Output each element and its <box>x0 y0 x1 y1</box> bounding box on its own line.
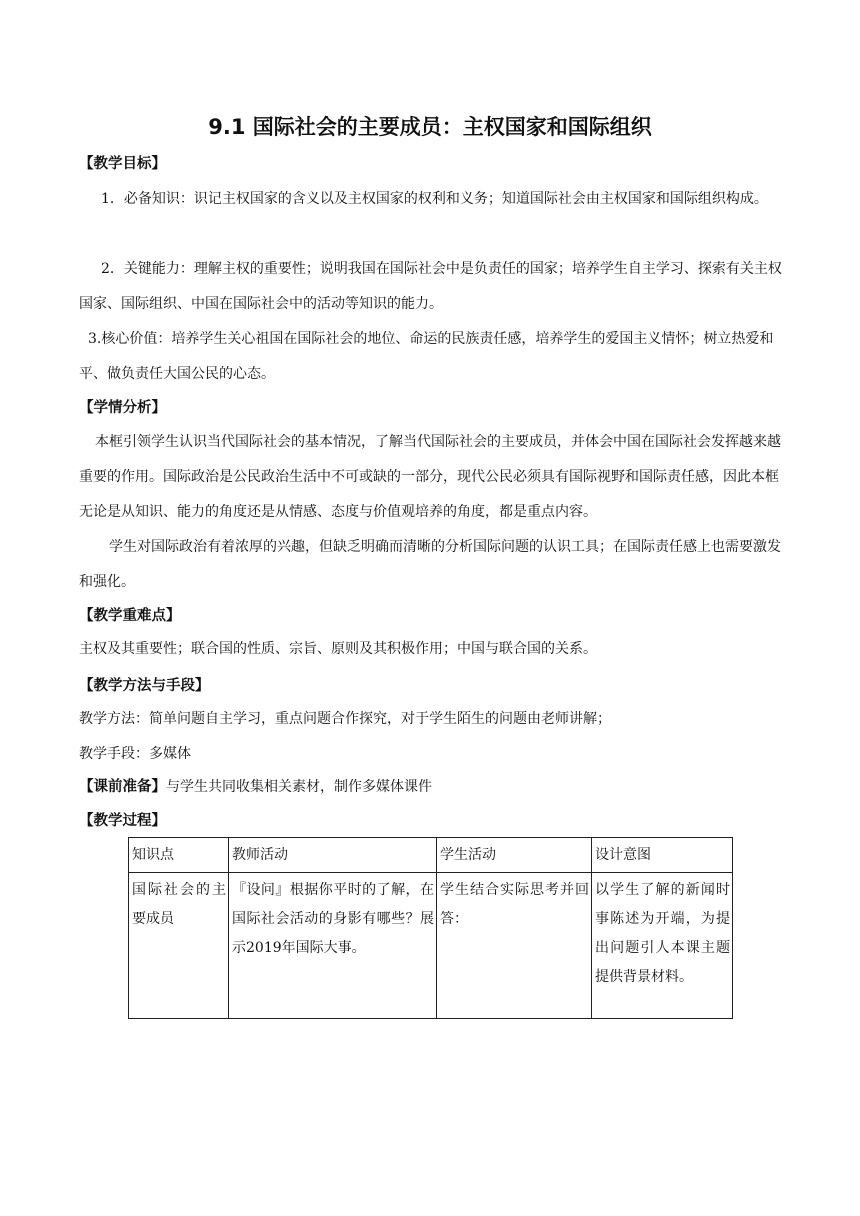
table-header-cell: 学生活动 <box>437 838 592 873</box>
analysis-paragraph-1: 本框引领学生认识当代国际社会的基本情况，了解当代国际社会的主要成员，并体会中国在国际社会发挥越来越重要的作用。国际政治是公民政治生活中不可或缺的一部分，现代公民必须具有国际视野和国际责任感，因此本框无论是从知识、能力的角度还是从情感、态度与价值观培养的角度，都是重点内容。 <box>79 434 781 520</box>
analysis-paragraph-2: 学生对国际政治有着浓厚的兴趣，但缺乏明确而清晰的分析国际问题的认识工具；在国际责任感上也需要激发和强化。 <box>79 539 781 590</box>
key-points-heading: 【教学重难点】 <box>79 608 181 624</box>
prep-line <box>79 770 784 805</box>
table-header-cell: 设计意图 <box>592 838 733 873</box>
prep-heading: 【课前准备】 <box>79 779 166 795</box>
key-points-text: 主权及其重要性；联合国的性质、宗旨、原则及其积极作用；中国与联合国的关系。 <box>79 641 597 657</box>
table-header-cell: 知识点 <box>129 838 229 873</box>
table-row <box>129 873 733 1019</box>
goals-heading: 【教学目标】 <box>79 156 166 172</box>
analysis-heading: 【学情分析】 <box>79 400 166 416</box>
prep-text: 与学生共同收集相关素材，制作多媒体课件 <box>166 779 432 795</box>
document-title: 9.1 国际社会的主要成员：主权国家和国际组织 <box>208 115 652 139</box>
table-cell-student: 学生结合实际思考并回答： <box>437 873 592 1019</box>
table-cell-teacher: 『设问』根据你平时的了解，在国际社会活动的身影有哪些？展示2019年国际大事。 <box>229 873 437 1019</box>
table-cell-knowledge: 国际社会的主要成员 <box>129 873 229 1019</box>
process-heading: 【教学过程】 <box>79 813 166 829</box>
methods-method: 教学方法：简单问题自主学习，重点问题合作探究，对于学生陌生的问题由老师讲解； <box>79 711 611 727</box>
methods-heading: 【教学方法与手段】 <box>79 678 210 694</box>
goal-item-2: 2．关键能力：理解主权的重要性；说明我国在国际社会中是负责任的国家；培养学生自主学习、探索有关主权国家、国际组织、中国在国际社会中的活动等知识的能力。 <box>79 261 782 312</box>
table-cell-intent: 以学生了解的新闻时事陈述为开端，为提出问题引人本课主题提供背景材料。 <box>592 873 733 1019</box>
goal-item-3: 3.核心价值：培养学生关心祖国在国际社会的地位、命运的民族责任感，培养学生的爱国主义情怀；树立热爱和平、做负责任大国公民的心态。 <box>79 331 774 382</box>
table-header-row <box>129 838 733 873</box>
table-header-cell: 教师活动 <box>229 838 437 873</box>
methods-means: 教学手段：多媒体 <box>79 746 191 762</box>
lesson-table <box>128 837 733 1019</box>
goal-item-1: 1．必备知识：识记主权国家的含义以及主权国家的权利和义务；知道国际社会由主权国家和国际组织构成。 <box>101 191 768 207</box>
